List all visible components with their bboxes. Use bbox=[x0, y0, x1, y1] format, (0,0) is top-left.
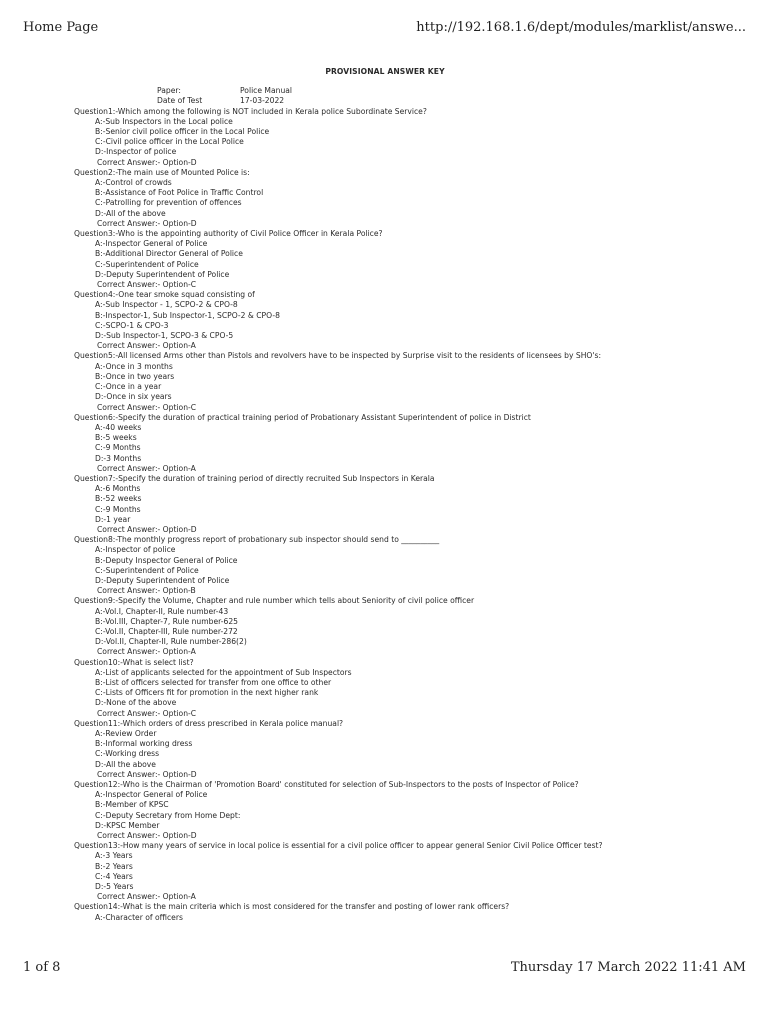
answer-option: C:-Lists of Officers fit for promotion in the next higher rank bbox=[95, 688, 319, 698]
header-page-title: Home Page bbox=[23, 20, 99, 35]
answer-option: C:-9 Months bbox=[95, 443, 141, 453]
correct-answer: Correct Answer:- Option-A bbox=[97, 341, 196, 351]
question-text: Question8:-The monthly progress report of probationary sub inspector should send to __________ bbox=[74, 535, 440, 545]
answer-option: A:-Review Order bbox=[95, 729, 157, 738]
question-block bbox=[0, 107, 770, 168]
correct-answer: Correct Answer:- Option-D bbox=[97, 157, 197, 167]
print-footer bbox=[23, 960, 746, 975]
correct-answer: Correct Answer:- Option-D bbox=[97, 769, 197, 779]
answer-option: D:-Deputy Superintendent of Police bbox=[95, 575, 230, 585]
question-text: Question1:-Which among the following is NOT included in Kerala police Subordinate Service? bbox=[74, 106, 427, 116]
question-block bbox=[0, 658, 770, 719]
question-block bbox=[0, 780, 770, 841]
question-block bbox=[0, 290, 770, 351]
answer-option: C:-4 Years bbox=[95, 871, 133, 881]
answer-option: D:-Vol.II, Chapter-II, Rule number-286(2) bbox=[95, 637, 247, 647]
answer-option: A:-3 Years bbox=[95, 851, 133, 861]
question-text: Question4:-One tear smoke squad consisting of bbox=[74, 290, 255, 300]
answer-option: D:-Sub Inspector-1, SCPO-3 & CPO-5 bbox=[95, 331, 234, 341]
answer-option: C:-Working dress bbox=[95, 749, 160, 759]
answer-option: C:-SCPO-1 & CPO-3 bbox=[95, 320, 169, 330]
answer-option: A:-Inspector of police bbox=[95, 545, 176, 555]
question-block bbox=[0, 413, 770, 474]
paper-value: Police Manual bbox=[240, 86, 293, 96]
answer-option: A:-40 weeks bbox=[95, 422, 142, 432]
answer-option: A:-Inspector General of Police bbox=[95, 790, 208, 800]
date-label: Date of Test bbox=[157, 96, 203, 106]
answer-option: B:-Vol.III, Chapter-7, Rule number-625 bbox=[95, 616, 238, 626]
date-row bbox=[0, 96, 770, 106]
answer-option: C:-Civil police officer in the Local Police bbox=[95, 137, 244, 147]
answer-option: C:-Patrolling for prevention of offences bbox=[95, 198, 242, 208]
answer-option: D:-3 Months bbox=[95, 453, 142, 463]
question-text: Question6:-Specify the duration of practical training period of Probationary Assistant Superintendent of police in District bbox=[74, 412, 531, 422]
correct-answer: Correct Answer:- Option-D bbox=[97, 218, 197, 228]
date-value: 17-03-2022 bbox=[240, 96, 285, 106]
question-block bbox=[0, 535, 770, 596]
question-text: Question12:-Who is the Chairman of 'Promotion Board' constituted for selection of Sub-Inspectors to the posts of Inspector of Police? bbox=[74, 780, 579, 790]
answer-option: A:-Sub Inspectors in the Local police bbox=[95, 116, 233, 126]
document-title: PROVISIONAL ANSWER KEY bbox=[325, 67, 445, 76]
correct-answer: Correct Answer:- Option-D bbox=[97, 524, 197, 534]
print-header bbox=[23, 20, 746, 35]
question-text: Question10:-What is select list? bbox=[74, 657, 194, 667]
answer-option: A:-Control of crowds bbox=[95, 178, 172, 188]
question-block bbox=[0, 229, 770, 290]
answer-option: A:-Vol.I, Chapter-II, Rule number-43 bbox=[95, 606, 229, 616]
paper-label: Paper: bbox=[157, 86, 181, 96]
answer-option: A:-Inspector General of Police bbox=[95, 239, 208, 249]
answer-option: B:-Senior civil police officer in the Local Police bbox=[95, 127, 270, 137]
answer-option: D:-1 year bbox=[95, 514, 131, 524]
answer-option: B:-2 Years bbox=[95, 861, 133, 871]
correct-answer: Correct Answer:- Option-B bbox=[97, 586, 196, 596]
answer-option: C:-Vol.II, Chapter-III, Rule number-272 bbox=[95, 626, 238, 636]
question-block bbox=[0, 474, 770, 535]
question-text: Question11:-Which orders of dress prescribed in Kerala police manual? bbox=[74, 718, 344, 728]
answer-option: A:-6 Months bbox=[95, 484, 141, 494]
question-text: Question7:-Specify the duration of training period of directly recruited Sub Inspectors in Kerala bbox=[74, 473, 435, 483]
answer-option: D:-5 Years bbox=[95, 882, 134, 892]
question-block bbox=[0, 841, 770, 902]
answer-option: B:-Additional Director General of Police bbox=[95, 249, 243, 259]
answer-option: D:-KPSC Member bbox=[95, 820, 160, 830]
answer-option: D:-All the above bbox=[95, 759, 156, 769]
correct-answer: Correct Answer:- Option-A bbox=[97, 463, 196, 473]
answer-option: B:-Informal working dress bbox=[95, 739, 193, 749]
question-block bbox=[0, 902, 770, 922]
answer-option: B:-List of officers selected for transfer from one office to other bbox=[95, 677, 332, 687]
answer-option: B:-Deputy Inspector General of Police bbox=[95, 555, 238, 565]
question-block bbox=[0, 596, 770, 657]
answer-option: B:-Inspector-1, Sub Inspector-1, SCPO-2 & CPO-8 bbox=[95, 310, 280, 320]
answer-option: D:-Deputy Superintendent of Police bbox=[95, 269, 230, 279]
answer-key-document bbox=[0, 67, 770, 923]
answer-option: C:-Superintendent of Police bbox=[95, 565, 199, 575]
answer-option: B:-Member of KPSC bbox=[95, 800, 169, 810]
paper-row bbox=[0, 86, 770, 96]
print-timestamp: Thursday 17 March 2022 11:41 AM bbox=[510, 960, 746, 975]
question-text: Question13:-How many years of service in local police is essential for a civil police officer to appear general Senior Civil Police Officer test? bbox=[74, 841, 603, 851]
answer-option: C:-9 Months bbox=[95, 504, 141, 514]
answer-option: C:-Superintendent of Police bbox=[95, 259, 199, 269]
answer-option: D:-All of the above bbox=[95, 208, 166, 218]
question-list bbox=[0, 107, 770, 923]
answer-option: B:-5 weeks bbox=[95, 433, 137, 443]
answer-option: A:-Sub Inspector - 1, SCPO-2 & CPO-8 bbox=[95, 300, 238, 310]
question-text: Question5:-All licensed Arms other than Pistols and revolvers have to be inspected by Surprise visit to the residents of licensees by SHO's: bbox=[74, 351, 602, 361]
question-text: Question14:-What is the main criteria which is most considered for the transfer and posting of lower rank officers? bbox=[74, 902, 510, 912]
question-block bbox=[0, 168, 770, 229]
answer-option: A:-Character of officers bbox=[95, 912, 183, 922]
answer-option: C:-Once in a year bbox=[95, 382, 162, 392]
answer-option: C:-Deputy Secretary from Home Dept: bbox=[95, 810, 241, 820]
answer-option: D:-Once in six years bbox=[95, 392, 172, 402]
header-url: http://192.168.1.6/dept/modules/marklist/answe... bbox=[416, 20, 746, 35]
correct-answer: Correct Answer:- Option-A bbox=[97, 647, 196, 657]
question-text: Question9:-Specify the Volume, Chapter and rule number which tells about Seniority of civil police officer bbox=[74, 596, 475, 606]
correct-answer: Correct Answer:- Option-C bbox=[97, 708, 197, 718]
correct-answer: Correct Answer:- Option-C bbox=[97, 280, 197, 290]
answer-option: D:-Inspector of police bbox=[95, 147, 177, 157]
correct-answer: Correct Answer:- Option-D bbox=[97, 831, 197, 841]
page-number: 1 of 8 bbox=[23, 960, 61, 975]
answer-option: A:-Once in 3 months bbox=[95, 361, 173, 371]
answer-option: B:-52 weeks bbox=[95, 494, 142, 504]
answer-option: B:-Assistance of Foot Police in Traffic Control bbox=[95, 188, 264, 198]
answer-option: A:-List of applicants selected for the appointment of Sub Inspectors bbox=[95, 667, 352, 677]
answer-option: B:-Once in two years bbox=[95, 371, 175, 381]
correct-answer: Correct Answer:- Option-C bbox=[97, 402, 197, 412]
correct-answer: Correct Answer:- Option-A bbox=[97, 892, 196, 902]
question-text: Question3:-Who is the appointing authority of Civil Police Officer in Kerala Police? bbox=[74, 229, 383, 239]
answer-option: D:-None of the above bbox=[95, 698, 177, 708]
question-block bbox=[0, 719, 770, 780]
question-text: Question2:-The main use of Mounted Police is: bbox=[74, 167, 250, 177]
question-block bbox=[0, 351, 770, 412]
